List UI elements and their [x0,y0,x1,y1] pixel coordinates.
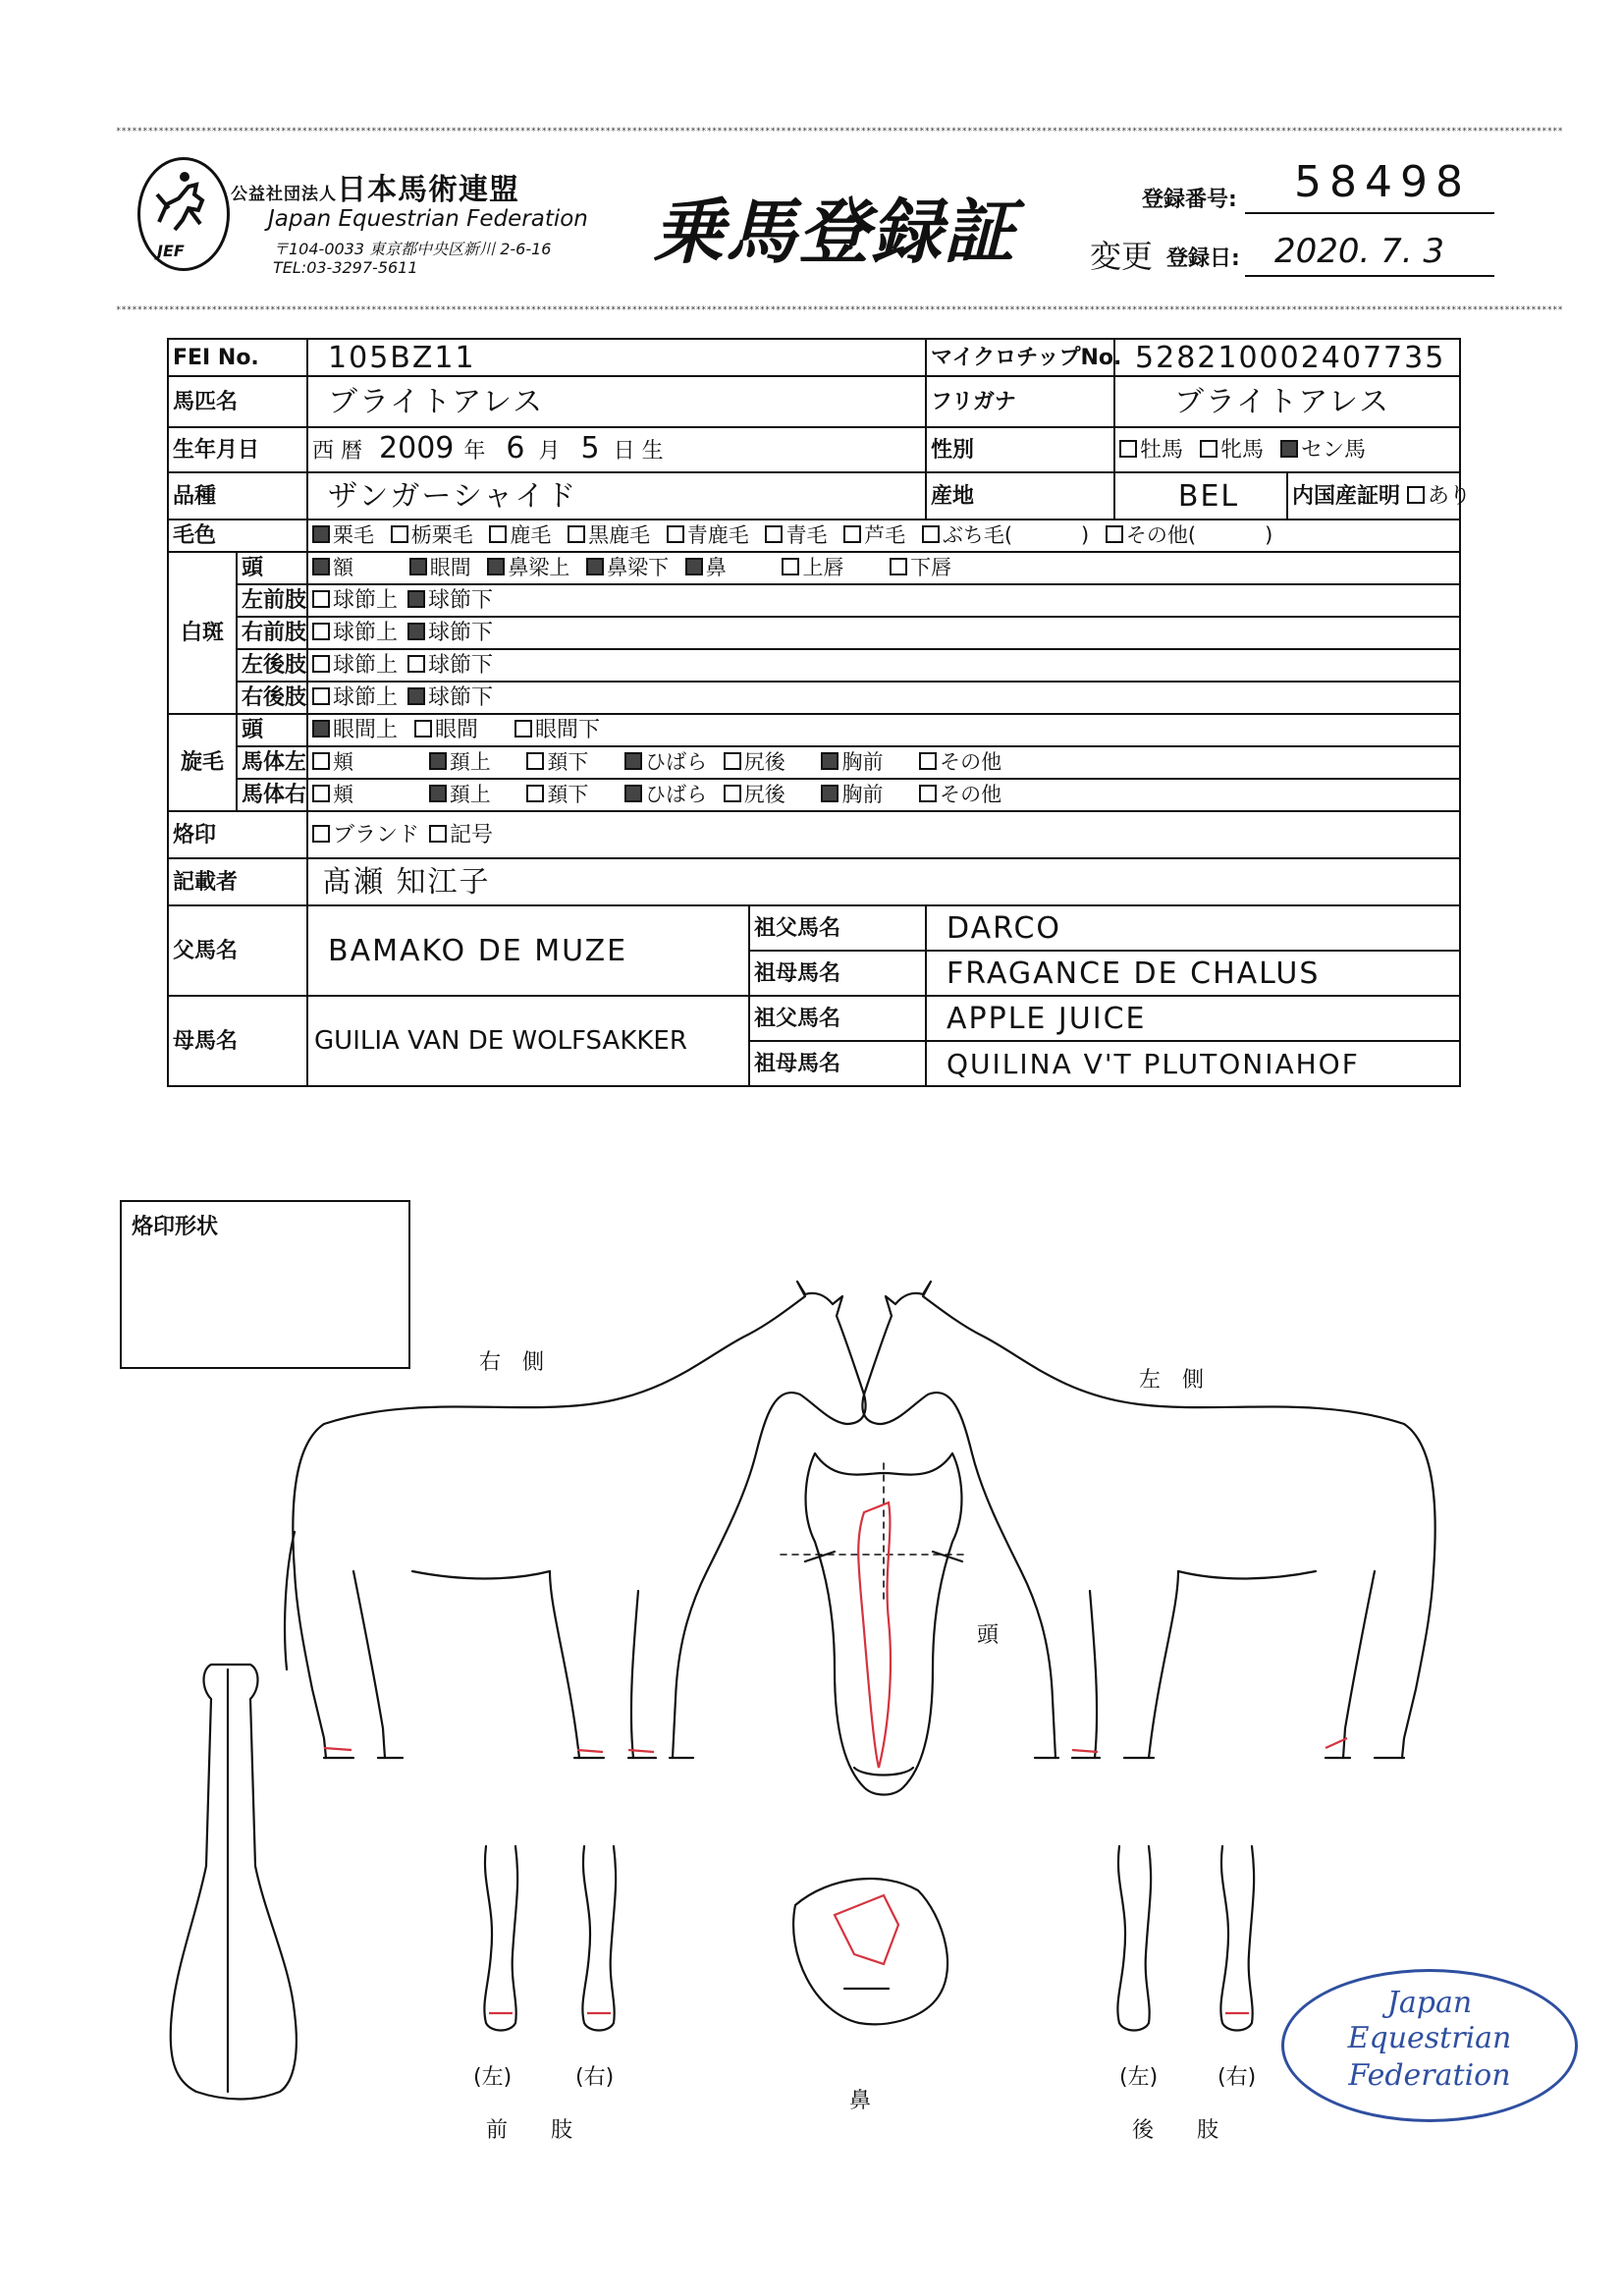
limb-label: 右後肢 [237,682,307,714]
limb-options: 球節上 球節下 [307,649,1460,682]
dam-label: 母馬名 [168,996,307,1086]
domestic-cell: 内国産証明 あり [1287,472,1460,519]
dam-gd-label: 祖母馬名 [749,1041,926,1086]
whorl-head-options: 眼間上 眼間 眼間下 [307,714,1460,746]
dam-gs-value: APPLE JUICE [926,996,1460,1041]
limb-options: 球節上 球節下 [307,682,1460,714]
hind-legs-outline [1117,1846,1254,2031]
header-dotted-line-bottom: ******************************************************************************************************************************************************************************************************************************************************************************** [116,305,1563,315]
hind-right-label: (右) [1217,2065,1257,2090]
fore-left-label: (左) [473,2065,513,2090]
limb-options: 球節上 球節下 [307,617,1460,649]
reg-date-note: 変更 [1090,238,1154,275]
furigana-value: ブライトアレス [1114,376,1460,427]
brand-label: 烙印 [168,811,307,858]
head-blaze-marking [858,1503,891,1768]
fore-legs-label: 前 肢 [486,2118,573,2143]
horse-right-side-outline [285,1282,866,1758]
head-markings-options: 額 眼間 鼻梁上 鼻梁下 鼻 上唇 下唇 [307,552,1460,584]
dam-value: GUILIA VAN DE WOLFSAKKER [307,996,749,1086]
sire-gd-label: 祖母馬名 [749,951,926,996]
right-side-label: 右 側 [479,1350,545,1375]
name-label: 馬匹名 [168,376,307,427]
origin-value: BEL [1114,472,1287,519]
sire-gd-value: FRAGANCE DE CHALUS [926,951,1460,996]
horse-top-view-outline [171,1665,297,2100]
horse-left-side-outline [862,1282,1434,1758]
whorl-right-options: 頬 頚上 頚下 ひばら 尻後 胸前 その他 [307,779,1460,811]
chip-label: マイクロチップNo. [926,339,1114,376]
nose-label: 鼻 [849,2089,872,2113]
sire-value: BAMAKO DE MUZE [307,905,749,996]
fei-value: 105BZ11 [307,339,926,376]
limb-options: 球節上 球節下 [307,584,1460,617]
dob-value: 西 暦 2009 年 6 月 5 日 生 [307,427,926,472]
breed-value: ザンガーシャイド [307,472,926,519]
whorl-head-label: 頭 [237,714,307,746]
sire-gs-label: 祖父馬名 [749,905,926,951]
sex-label: 性別 [926,427,1114,472]
recorder-value: 髙瀬 知江子 [307,858,1460,905]
sire-label: 父馬名 [168,905,307,996]
furigana-label: フリガナ [926,376,1114,427]
logo-jef-text: JEF [157,242,185,260]
brand-shape-label: 烙印形状 [132,1215,219,1239]
dam-gd-value: QUILINA V'T PLUTONIAHOF [926,1041,1460,1086]
org-name-en: Japan Equestrian Federation [268,206,588,232]
limb-markings [324,1738,1347,1752]
limb-label: 右前肢 [237,617,307,649]
coat-label: 毛色 [168,519,307,552]
dob-label: 生年月日 [168,427,307,472]
fei-label: FEI No. [168,339,307,376]
org-address: 〒104-0033 東京都中央区新川 2-6-16 TEL:03-3297-5611 [273,240,552,277]
nose-marking [835,1895,898,1964]
jef-stamp: Japan Equestrian Federation [1281,1969,1578,2122]
limb-label: 左後肢 [237,649,307,682]
sire-gs-value: DARCO [926,905,1460,951]
whorl-left-label: 馬体左 [237,746,307,779]
left-side-label: 左 側 [1139,1368,1205,1393]
reg-no-label: 登録番号: [1142,188,1237,212]
fore-legs-outline [484,1846,616,2031]
origin-label: 産地 [926,472,1114,519]
name-value: ブライトアレス [307,376,926,427]
whorl-left-options: 頬 頚上 頚下 ひばら 尻後 胸前 その他 [307,746,1460,779]
hind-legs-label: 後 肢 [1132,2118,1219,2143]
document-title: 乗馬登録証 [653,190,1017,273]
dam-gs-label: 祖父馬名 [749,996,926,1041]
org-name-jp: 公益社団法人日本馬術連盟 [231,173,519,207]
hind-left-label: (左) [1119,2065,1159,2090]
limb-label: 左前肢 [237,584,307,617]
head-label: 頭 [237,552,307,584]
coat-options: 栗毛 栃栗毛 鹿毛 黒鹿毛 青鹿毛 青毛 芦毛 ぶち毛( ) その他( ) [307,519,1460,552]
reg-no-value: 58498 [1294,157,1471,207]
brand-options: ブランド 記号 [307,811,1460,858]
sex-options: 牡馬 牝馬 セン馬 [1114,427,1460,472]
whorl-right-label: 馬体右 [237,779,307,811]
breed-label: 品種 [168,472,307,519]
chip-value: 528210002407735 [1114,339,1460,376]
recorder-label: 記載者 [168,858,307,905]
header-dotted-line-top: ******************************************************************************************************************************************************************************************************************************************************************************** [116,127,1563,137]
head-center-guide-lines [781,1463,967,1601]
whorl-label: 旋毛 [168,714,237,811]
head-label-caption: 頭 [977,1623,1000,1648]
reg-date-value: 2020. 7. 3 [1274,232,1445,271]
fore-right-label: (右) [575,2065,615,2090]
markings-label: 白斑 [168,552,237,714]
reg-date-label: 登録日: [1166,246,1240,271]
